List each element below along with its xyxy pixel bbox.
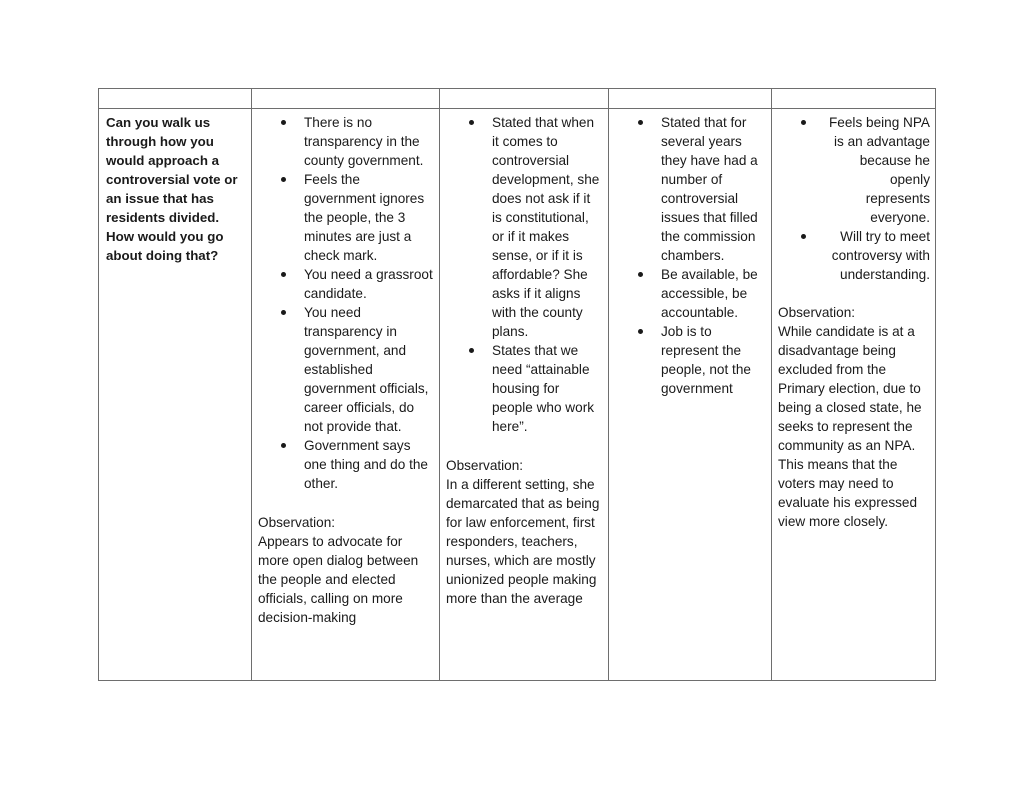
list-item: States that we need “attainable housing for people who work here”. <box>492 341 602 436</box>
list-item: Feels the government ignores the people, the 3 minutes are just a check mark. <box>304 170 433 265</box>
observation-label: Observation: <box>446 458 524 473</box>
header-row <box>99 89 935 109</box>
response-1-bullets <box>258 113 433 493</box>
observation <box>446 456 602 608</box>
observation-label: Observation: <box>258 515 336 530</box>
list-item: Be available, be accessible, be accountable. <box>661 265 765 322</box>
response-cell-1 <box>252 109 439 680</box>
observation-text: Appears to advocate for more open dialog between the people and elected officials, calling on more decision-making <box>258 534 419 625</box>
observation <box>258 513 433 627</box>
list-item: Stated that when it comes to controversial development, she does not ask if it is constitutional, or if it makes sense, or if it is affordable? She asks if it aligns with the county plans. <box>492 113 602 341</box>
list-item: You need a grassroot candidate. <box>304 267 433 301</box>
list-item: Job is to represent the people, not the government <box>661 322 765 398</box>
list-item: Will try to meet controversy with understanding. <box>824 227 932 284</box>
response-cell-3 <box>609 109 771 680</box>
observation-text: While candidate is at a disadvantage being excluded from the Primary election, due to being a closed state, he seeks to represent the community as an NPA. This means that the voters may need to evaluate his expressed view more closely. <box>778 324 922 529</box>
question-text: Can you walk us through how you would approach a controversial vote or an issue that has residents divided. How would you go about doing that? <box>106 115 238 263</box>
observation <box>778 303 932 531</box>
list-item: Stated that for several years they have had a number of controversial issues that filled the commission chambers. <box>661 113 765 265</box>
list-item: You need transparency in government, and established government officials, career officials, do not provide that. <box>304 303 433 436</box>
list-item: Feels being NPA is an advantage because he openly represents everyone. <box>824 113 932 227</box>
response-3-bullets <box>615 113 765 398</box>
response-2-bullets <box>446 113 602 436</box>
observation-text: In a different setting, she demarcated that as being for law enforcement, first responders, teachers, nurses, which are mostly unionized people making more than the average <box>446 477 600 606</box>
question-cell <box>99 109 251 680</box>
observation-label: Observation: <box>778 305 856 320</box>
response-4-bullets <box>778 113 932 284</box>
response-cell-4 <box>772 109 936 680</box>
list-item: There is no transparency in the county government. <box>304 113 433 170</box>
interview-table <box>98 88 936 681</box>
response-cell-2 <box>440 109 608 680</box>
list-item: Government says one thing and do the other. <box>304 436 433 493</box>
